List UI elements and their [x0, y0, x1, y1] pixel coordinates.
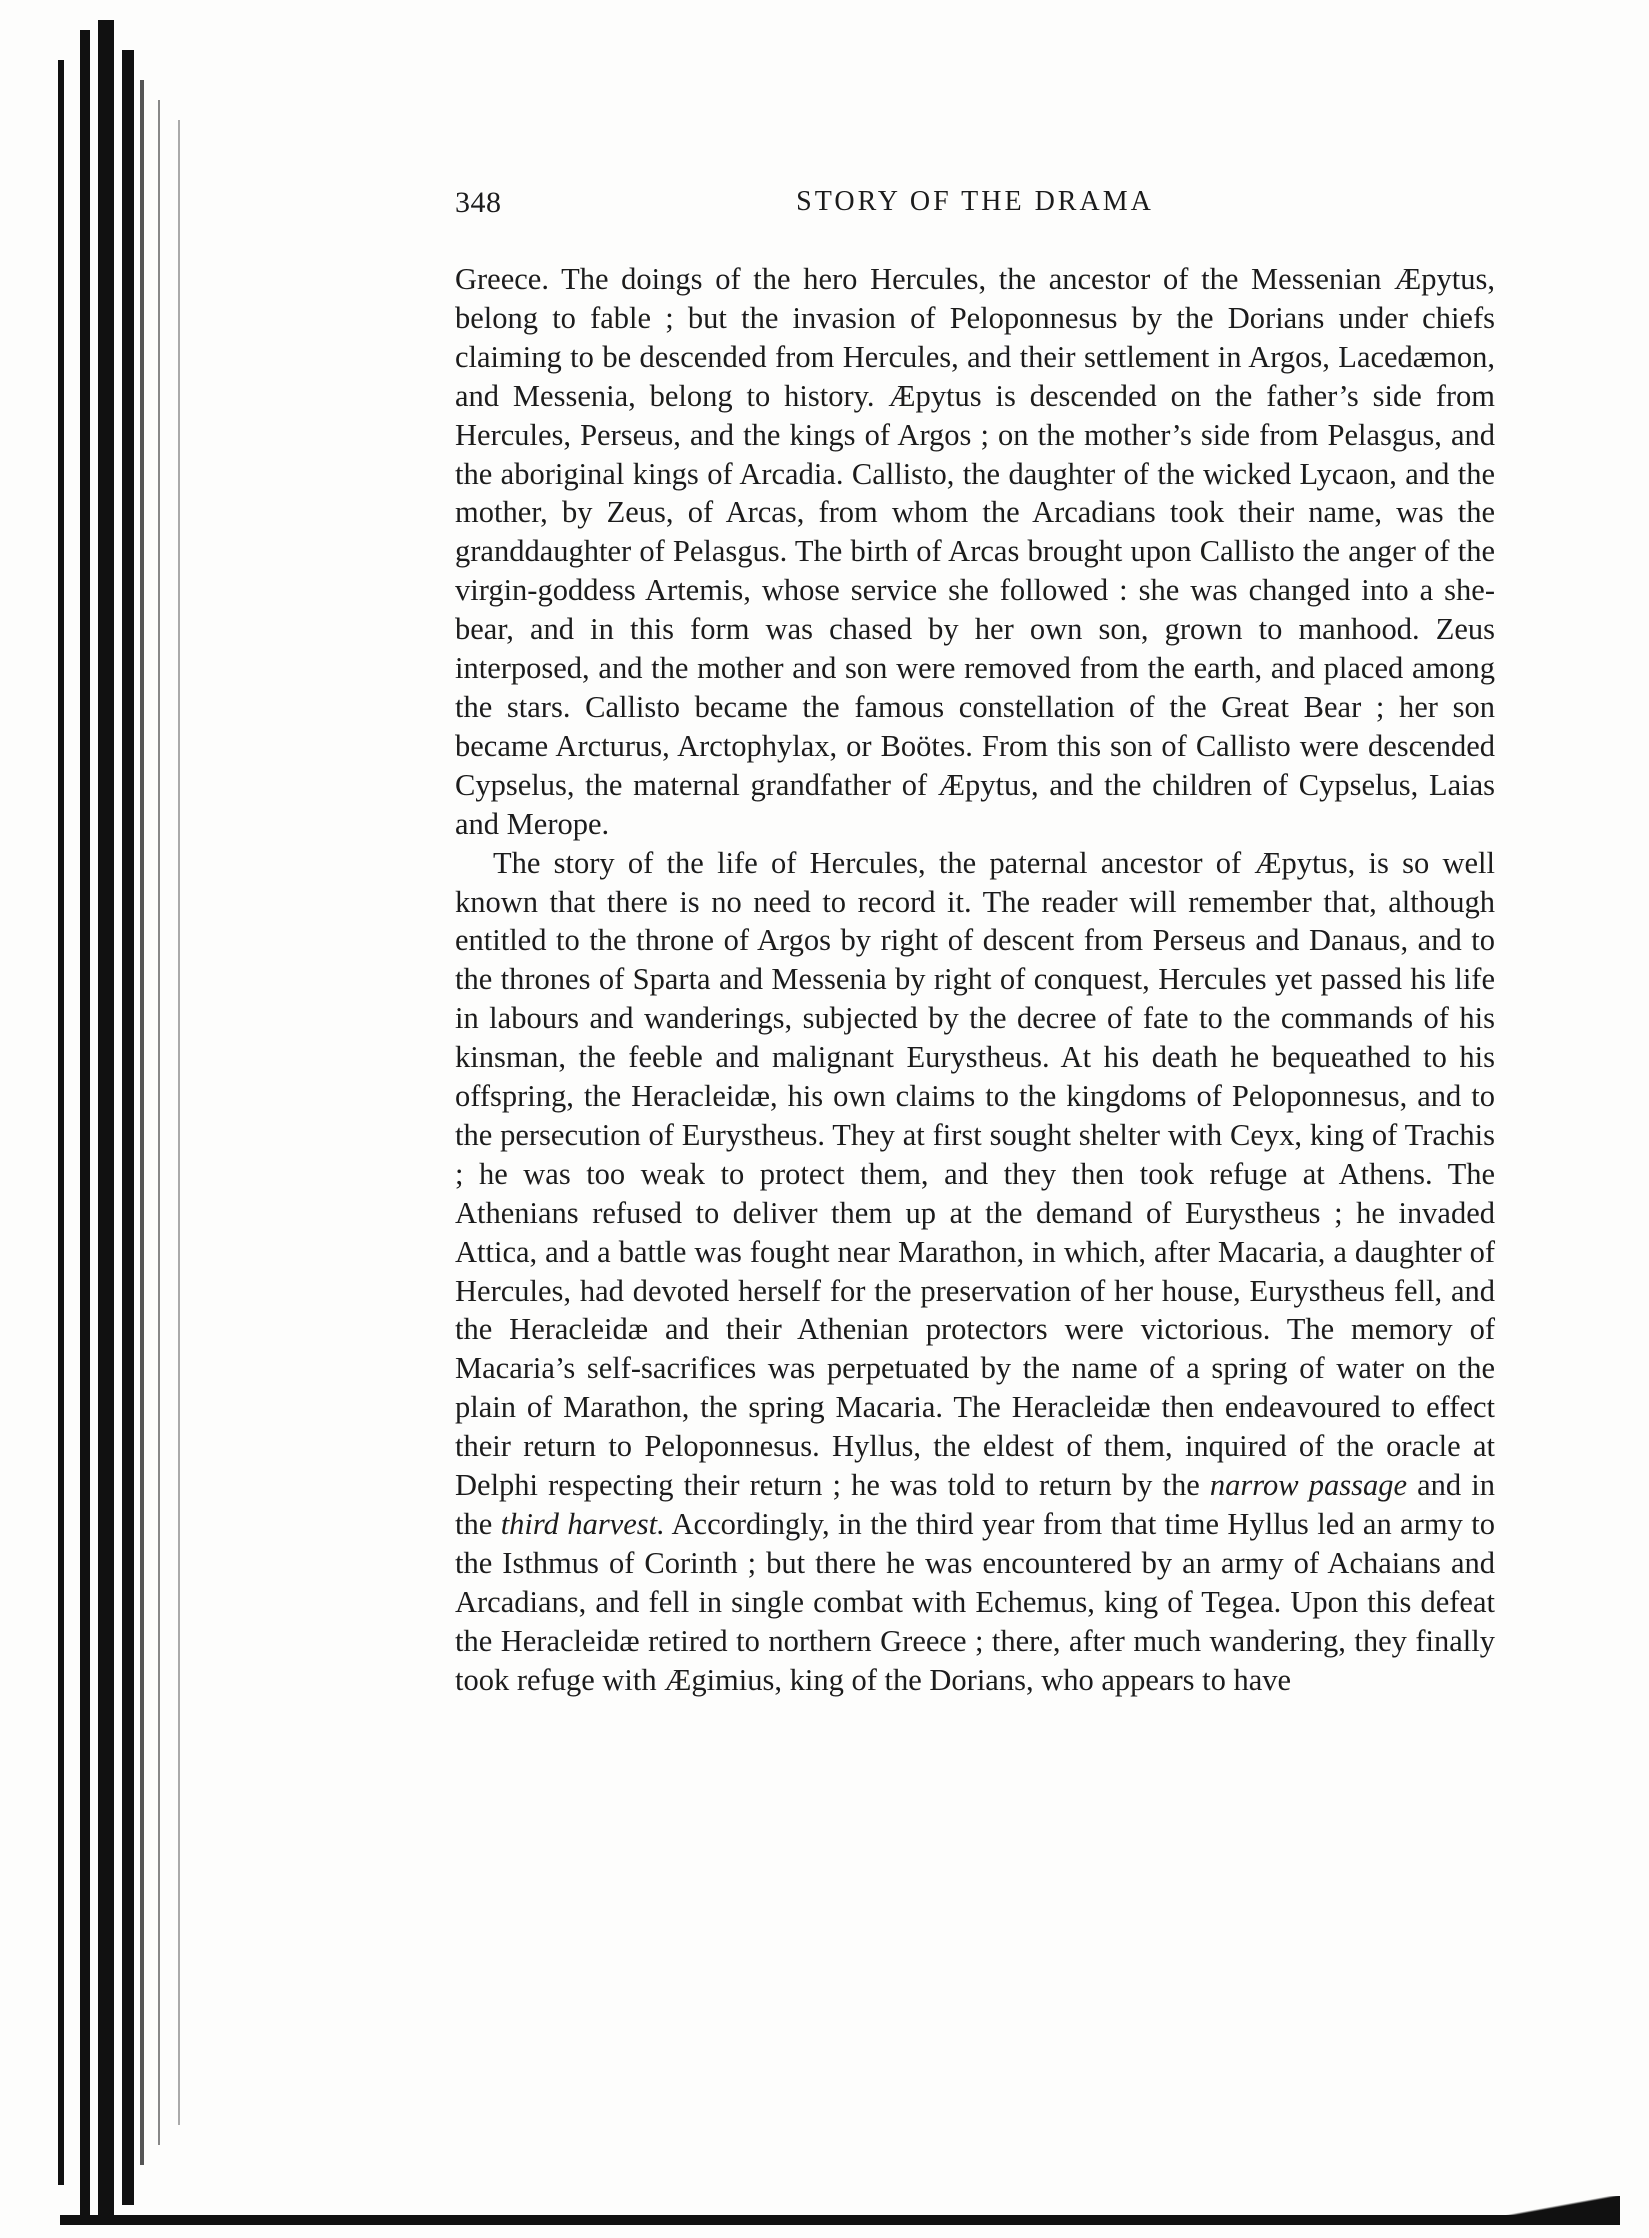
binding-gutter	[40, 20, 200, 2225]
gutter-shadow	[158, 100, 160, 2145]
italic-text-segment: third harvest.	[500, 1507, 665, 1541]
text-segment: and in the	[455, 1468, 1495, 1541]
page-bottom-edge	[60, 2215, 1620, 2225]
gutter-shadow	[98, 20, 114, 2225]
page-header	[455, 186, 1495, 226]
paragraph	[455, 844, 1495, 1700]
gutter-shadow	[140, 80, 144, 2165]
paragraph	[455, 260, 1495, 844]
text-segment: Greece. The doings of the hero Hercules, the ancestor of the Messenian Æpytus, belong to fable ; but the invasion of Peloponnesus by the Dorians under chiefs claiming to be descended from Hercules, and their settlement in Argos, Lacedæmon, and Messenia, belong to history. Æpytus is descended on the father’s side from Hercules, Perseus, and the kings of Argos ; on the mother’s side from Pelasgus, and the aboriginal kings of Arcadia. Callisto, the daughter of the wicked Lycaon, and the mother, by Zeus, of Arcas, from whom the Arcadians took their name, was the granddaughter of Pelasgus. The birth of Arcas brought upon Callisto the anger of the virgin-goddess Artemis, whose service she followed : she was changed into a she-bear, and in this form was chased by her own son, grown to manhood. Zeus interposed, and the mother and son were removed from the earth, and placed among the stars. Callisto became the famous constellation of the Great Bear ; her son became Arcturus, Arctophylax, or Boötes. From this son of Callisto were descended Cypselus, the maternal grandfather of Æpytus, and the children of Cypselus, Laias and Merope.	[455, 262, 1495, 841]
text-segment: Accordingly, in the third year from that time Hyllus led an army to the Isthmus of Corinth ; but there he was encountered by an army of Achaians and Arcadians, and fell in single combat with Echemus, king of Tegea. Upon this defeat the Heracleidæ retired to northern Greece ; there, after much wandering, they finally took refuge with Ægimius, king of the Dorians, who appears to have	[455, 1507, 1495, 1697]
page-number: 348	[455, 186, 502, 219]
gutter-shadow	[80, 30, 90, 2225]
gutter-shadow	[58, 60, 64, 2185]
gutter-shadow	[122, 50, 134, 2205]
running-head: STORY OF THE DRAMA	[796, 186, 1154, 217]
gutter-shadow	[178, 120, 180, 2125]
page-corner-shadow	[1500, 2196, 1620, 2218]
italic-text-segment: narrow passage	[1209, 1468, 1407, 1503]
text-segment: The story of the life of Hercules, the paternal ancestor of Æpytus, is so well known that there is no need to record it. The reader will remember that, although entitled to the throne of Argos by right of descent from Perseus and Danaus, and to the thrones of Sparta and Messenia by right of conquest, Hercules yet passed his life in labours and wanderings, subjected by the decree of fate to the commands of his kinsman, the feeble and malignant Eurystheus. At his death he bequeathed to his offspring, the Heracleidæ, his own claims to the kingdoms of Peloponnesus, and to the persecution of Eurystheus. They at first sought shelter with Ceyx, king of Trachis ; he was too weak to protect them, and they then took refuge at Athens. The Athenians refused to deliver them up at the demand of Eurystheus ; he invaded Attica, and a battle was fought near Marathon, in which, after Macaria, a daughter of Hercules, had devoted herself for the preservation of her house, Eurystheus fell, and the Heracleidæ and their Athenian protectors were victorious. The memory of Macaria’s self-sacrifices was perpetuated by the name of a spring of water on the plain of Marathon, the spring Macaria. The Heracleidæ then endeavoured to effect their return to Peloponnesus. Hyllus, the eldest of them, inquired of the oracle at Delphi respecting their return ; he was told to return by the	[455, 845, 1495, 1503]
body-text	[455, 260, 1495, 1700]
